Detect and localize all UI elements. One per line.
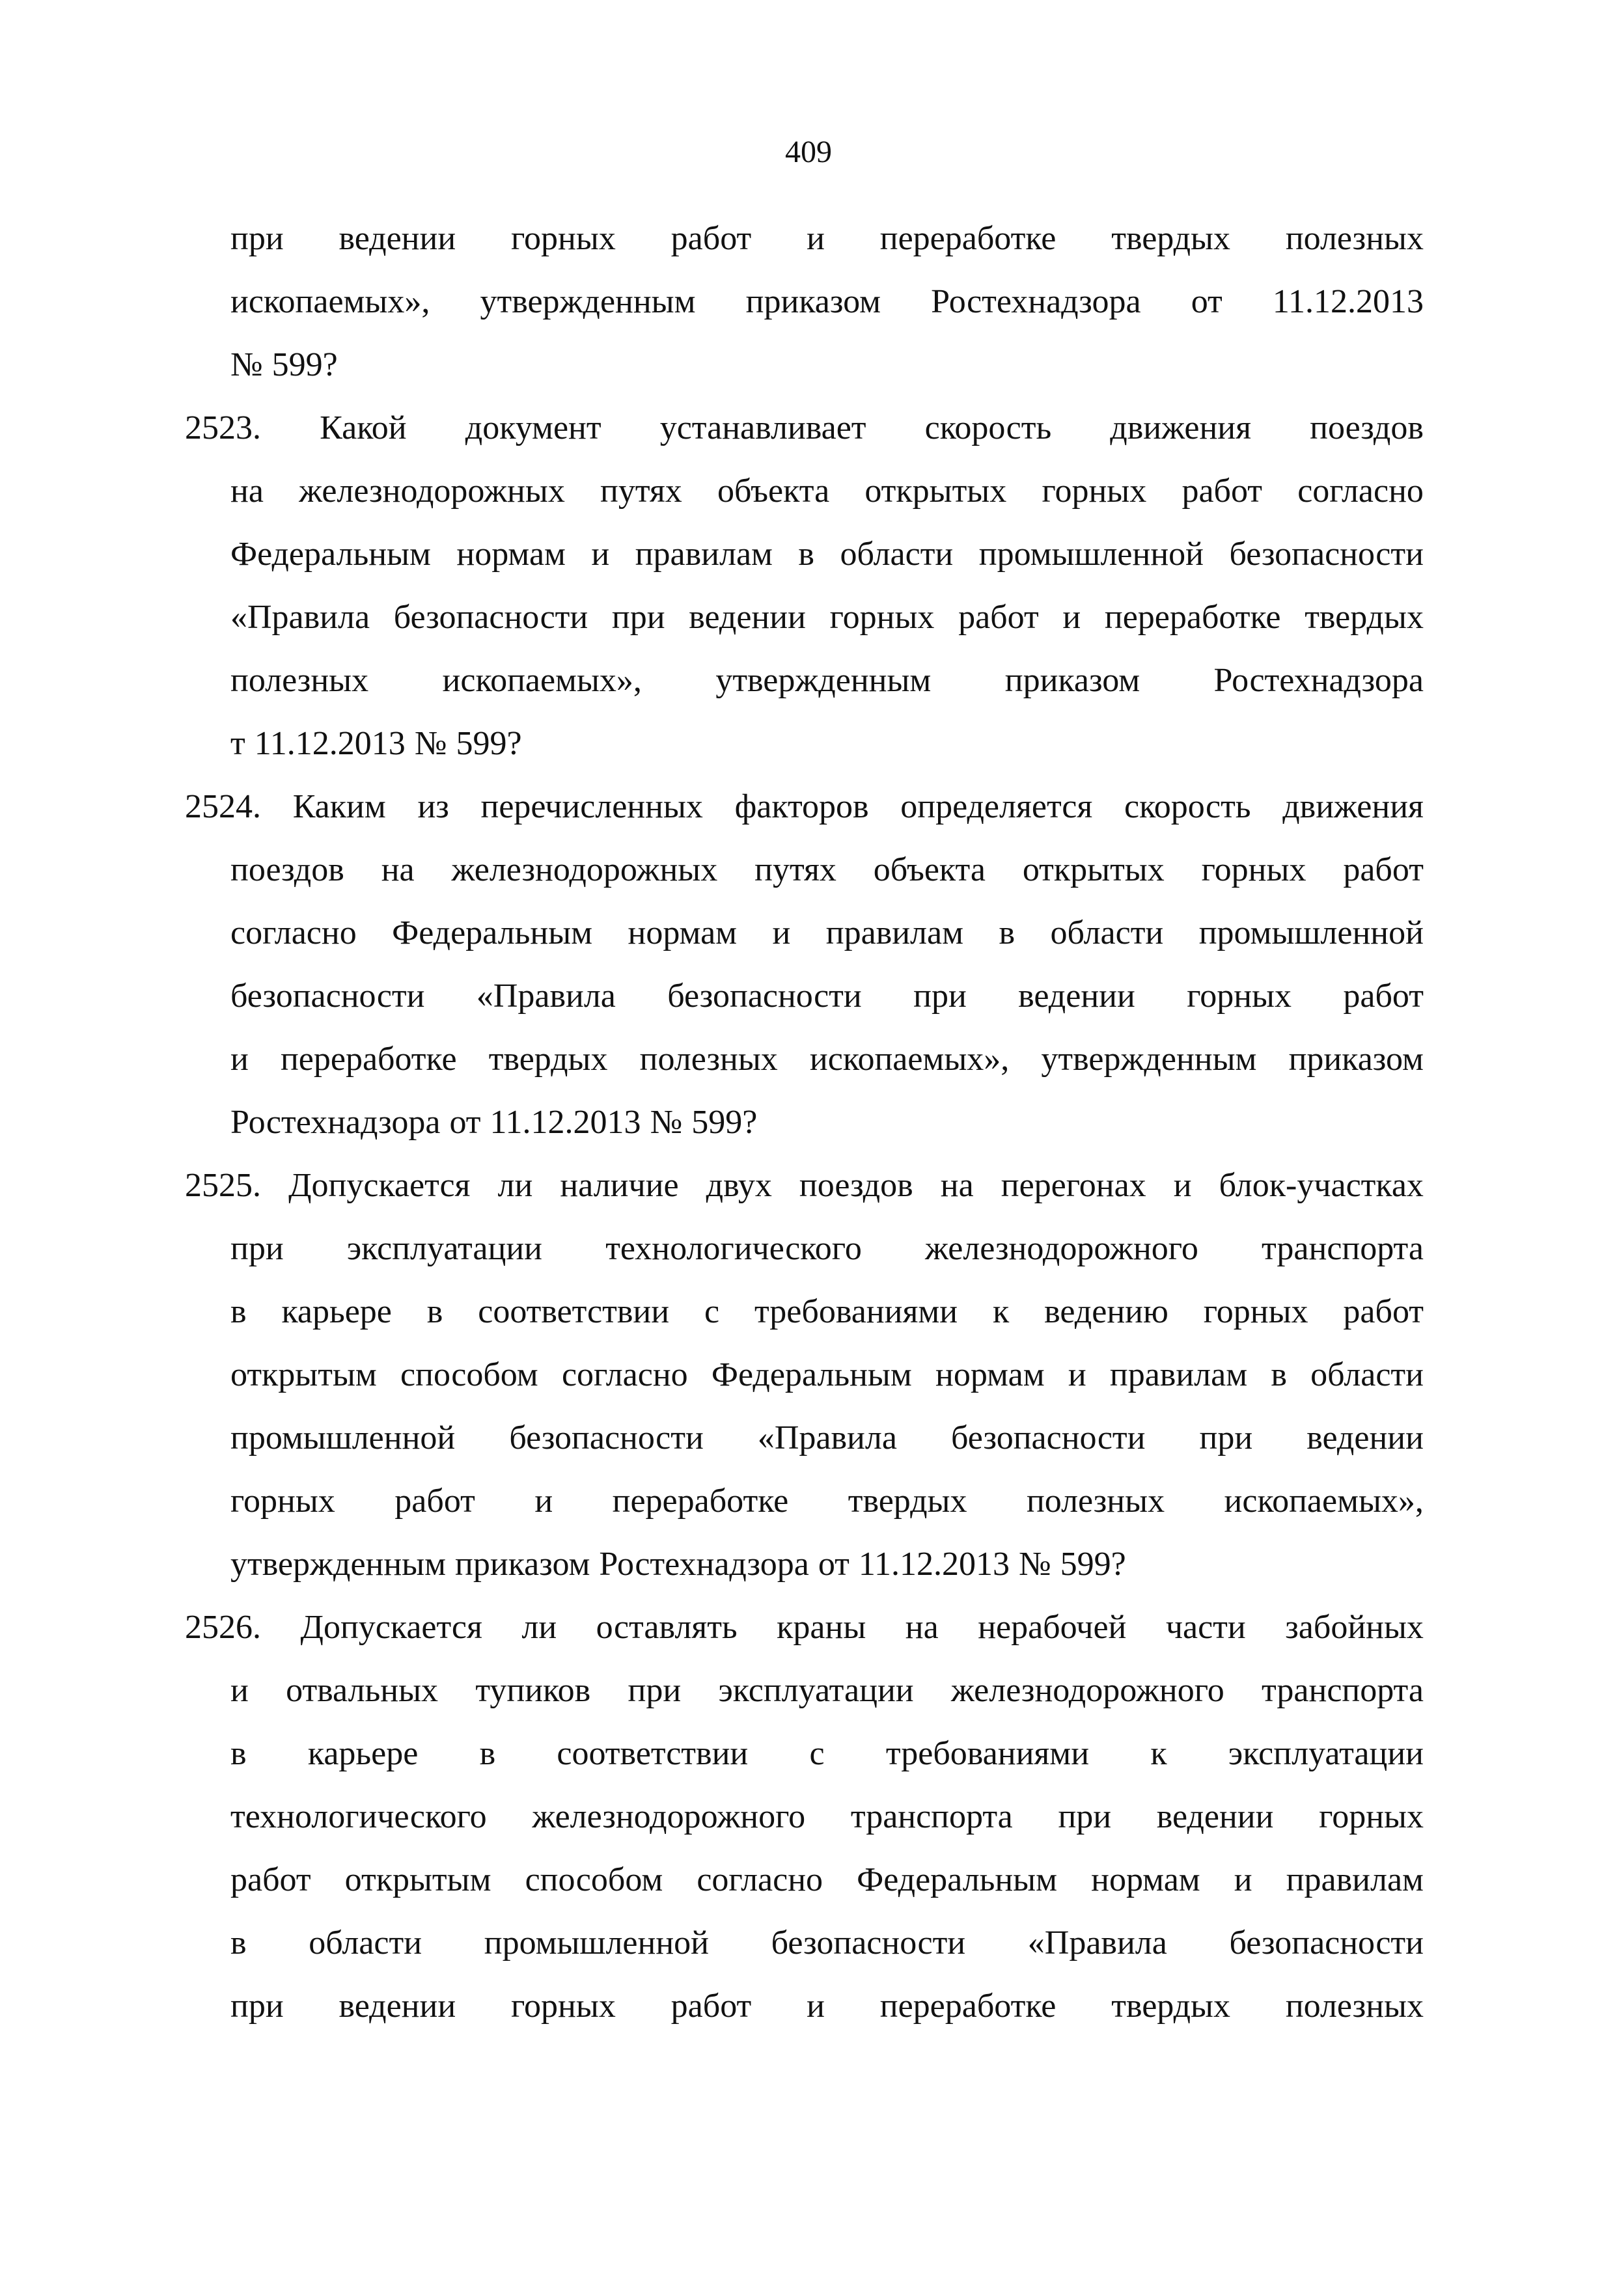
text-line: при ведении горных работ и переработке твердых полезных bbox=[230, 1988, 1424, 2025]
text-line: 2523. Какой документ устанавливает скорость движения поездов bbox=[185, 409, 1424, 446]
text-line: в области промышленной безопасности «Правила безопасности bbox=[230, 1924, 1424, 1961]
text-line: согласно Федеральным нормам и правилам в области промышленной bbox=[230, 914, 1424, 951]
text-line: в карьере в соответствии с требованиями к эксплуатации bbox=[230, 1735, 1424, 1772]
text-line: «Правила безопасности при ведении горных работ и переработке твердых bbox=[230, 599, 1424, 636]
text-line: работ открытым способом согласно Федеральным нормам и правилам bbox=[230, 1861, 1424, 1898]
text-line: Ростехнадзора от 11.12.2013 № 599? bbox=[230, 1104, 758, 1141]
text-line: при ведении горных работ и переработке твердых полезных bbox=[230, 220, 1424, 257]
text-line: 2525. Допускается ли наличие двух поездов на перегонах и блок-участках bbox=[185, 1167, 1424, 1204]
text-line: при эксплуатации технологического железнодорожного транспорта bbox=[230, 1230, 1424, 1267]
text-line: на железнодорожных путях объекта открытых горных работ согласно bbox=[230, 472, 1424, 510]
page-number: 409 bbox=[785, 135, 832, 169]
text-line: полезных ископаемых», утвержденным приказом Ростехнадзора bbox=[230, 662, 1424, 699]
text-line: и переработке твердых полезных ископаемых», утвержденным приказом bbox=[230, 1041, 1424, 1078]
text-line: технологического железнодорожного транспорта при ведении горных bbox=[230, 1798, 1424, 1835]
document-body bbox=[185, 207, 1424, 2038]
text-line: т 11.12.2013 № 599? bbox=[230, 725, 522, 762]
text-line: 2526. Допускается ли оставлять краны на нерабочей части забойных bbox=[185, 1609, 1424, 1646]
text-line: и отвальных тупиков при эксплуатации железнодорожного транспорта bbox=[230, 1672, 1424, 1709]
text-line: промышленной безопасности «Правила безопасности при ведении bbox=[230, 1419, 1424, 1456]
text-line: утвержденным приказом Ростехнадзора от 11.12.2013 № 599? bbox=[230, 1546, 1126, 1583]
text-line: поездов на железнодорожных путях объекта открытых горных работ bbox=[230, 851, 1424, 888]
text-line: открытым способом согласно Федеральным нормам и правилам в области bbox=[230, 1356, 1424, 1393]
text-line: ископаемых», утвержденным приказом Ростехнадзора от 11.12.2013 bbox=[230, 283, 1424, 320]
text-line: 2524. Каким из перечисленных факторов определяется скорость движения bbox=[185, 788, 1424, 825]
text-line: безопасности «Правила безопасности при ведении горных работ bbox=[230, 977, 1424, 1015]
text-line: в карьере в соответствии с требованиями к ведению горных работ bbox=[230, 1293, 1424, 1330]
text-line: № 599? bbox=[230, 346, 338, 383]
text-line: Федеральным нормам и правилам в области промышленной безопасности bbox=[230, 536, 1424, 573]
text-line: горных работ и переработке твердых полезных ископаемых», bbox=[230, 1483, 1424, 1520]
